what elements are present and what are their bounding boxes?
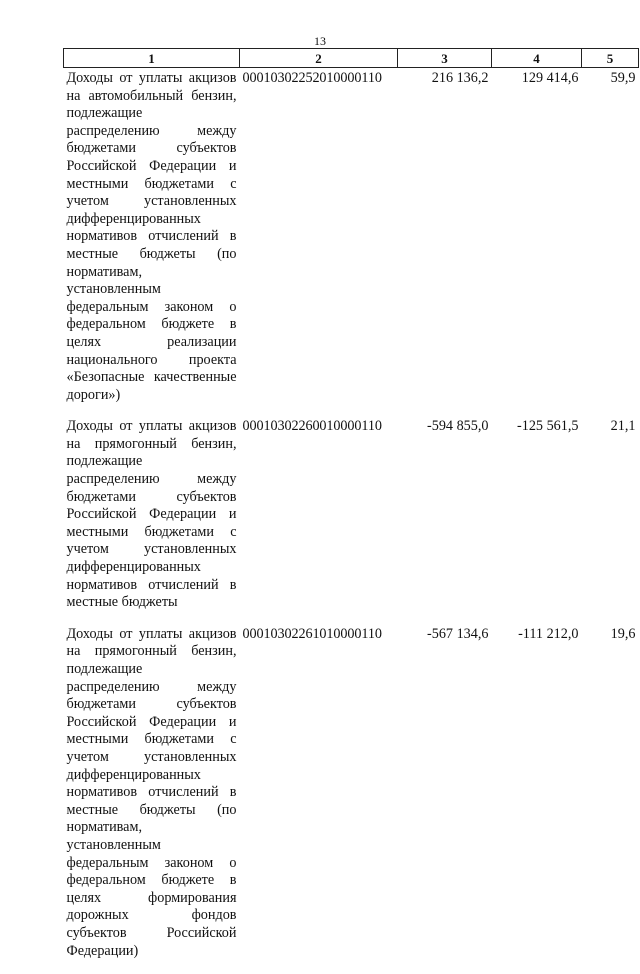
- column-header-1: 1: [64, 49, 240, 68]
- revenue-table: [63, 48, 639, 974]
- table-row: [64, 626, 639, 974]
- row-description: Доходы от уплаты акцизов на автомобильный бензин, подлежащие распределению между бюджетами субъектов Российской Федерации и местными бюджетами с учетом установленных дифференцированных нормативов отчислений в местные бюджеты (по нормативам, установленным федеральным законом о федеральном бюджете в целях реализации национального проекта «Безопасные качественные дороги»): [66, 70, 237, 403]
- row-value-col4: -125 561,5: [517, 418, 579, 435]
- row-value-col3: -567 134,6: [427, 625, 489, 642]
- row-budget-code: 00010302252010000110: [242, 70, 382, 86]
- row-value-col3: -594 855,0: [427, 418, 489, 435]
- row-budget-code: 00010302261010000110: [242, 625, 382, 642]
- column-header-3: 3: [398, 49, 492, 68]
- table-row: [64, 68, 639, 419]
- row-value-col4: 129 414,6: [521, 70, 579, 86]
- row-percent-col5: 59,9: [610, 70, 636, 86]
- table-row: [64, 418, 639, 626]
- page-number: 13: [314, 34, 326, 48]
- column-header-4: 4: [492, 49, 582, 68]
- row-value-col4: -111 212,0: [518, 625, 579, 642]
- table-header-row: [64, 49, 639, 68]
- column-header-2: 2: [240, 49, 398, 68]
- row-percent-col5: 19,6: [610, 625, 636, 642]
- row-value-col3: 216 136,2: [431, 70, 489, 86]
- column-header-5: 5: [582, 49, 639, 68]
- row-percent-col5: 21,1: [610, 418, 636, 435]
- row-budget-code: 00010302260010000110: [242, 418, 382, 435]
- row-description: Доходы от уплаты акцизов на прямогонный бензин, подлежащие распределению между бюджетами субъектов Российской Федерации и местными бюджетами с учетом установленных дифференцированных нормативов отчислений в местные бюджеты (по нормативам, установленным федеральным законом о федеральном бюджете в целях формирования дорожных фондов субъектов Российской Федерации): [66, 625, 237, 959]
- row-description: Доходы от уплаты акцизов на прямогонный бензин, подлежащие распределению между бюджетами субъектов Российской Федерации и местными бюджетами с учетом установленных дифференцированных нормативов отчислений в местные бюджеты: [66, 418, 237, 611]
